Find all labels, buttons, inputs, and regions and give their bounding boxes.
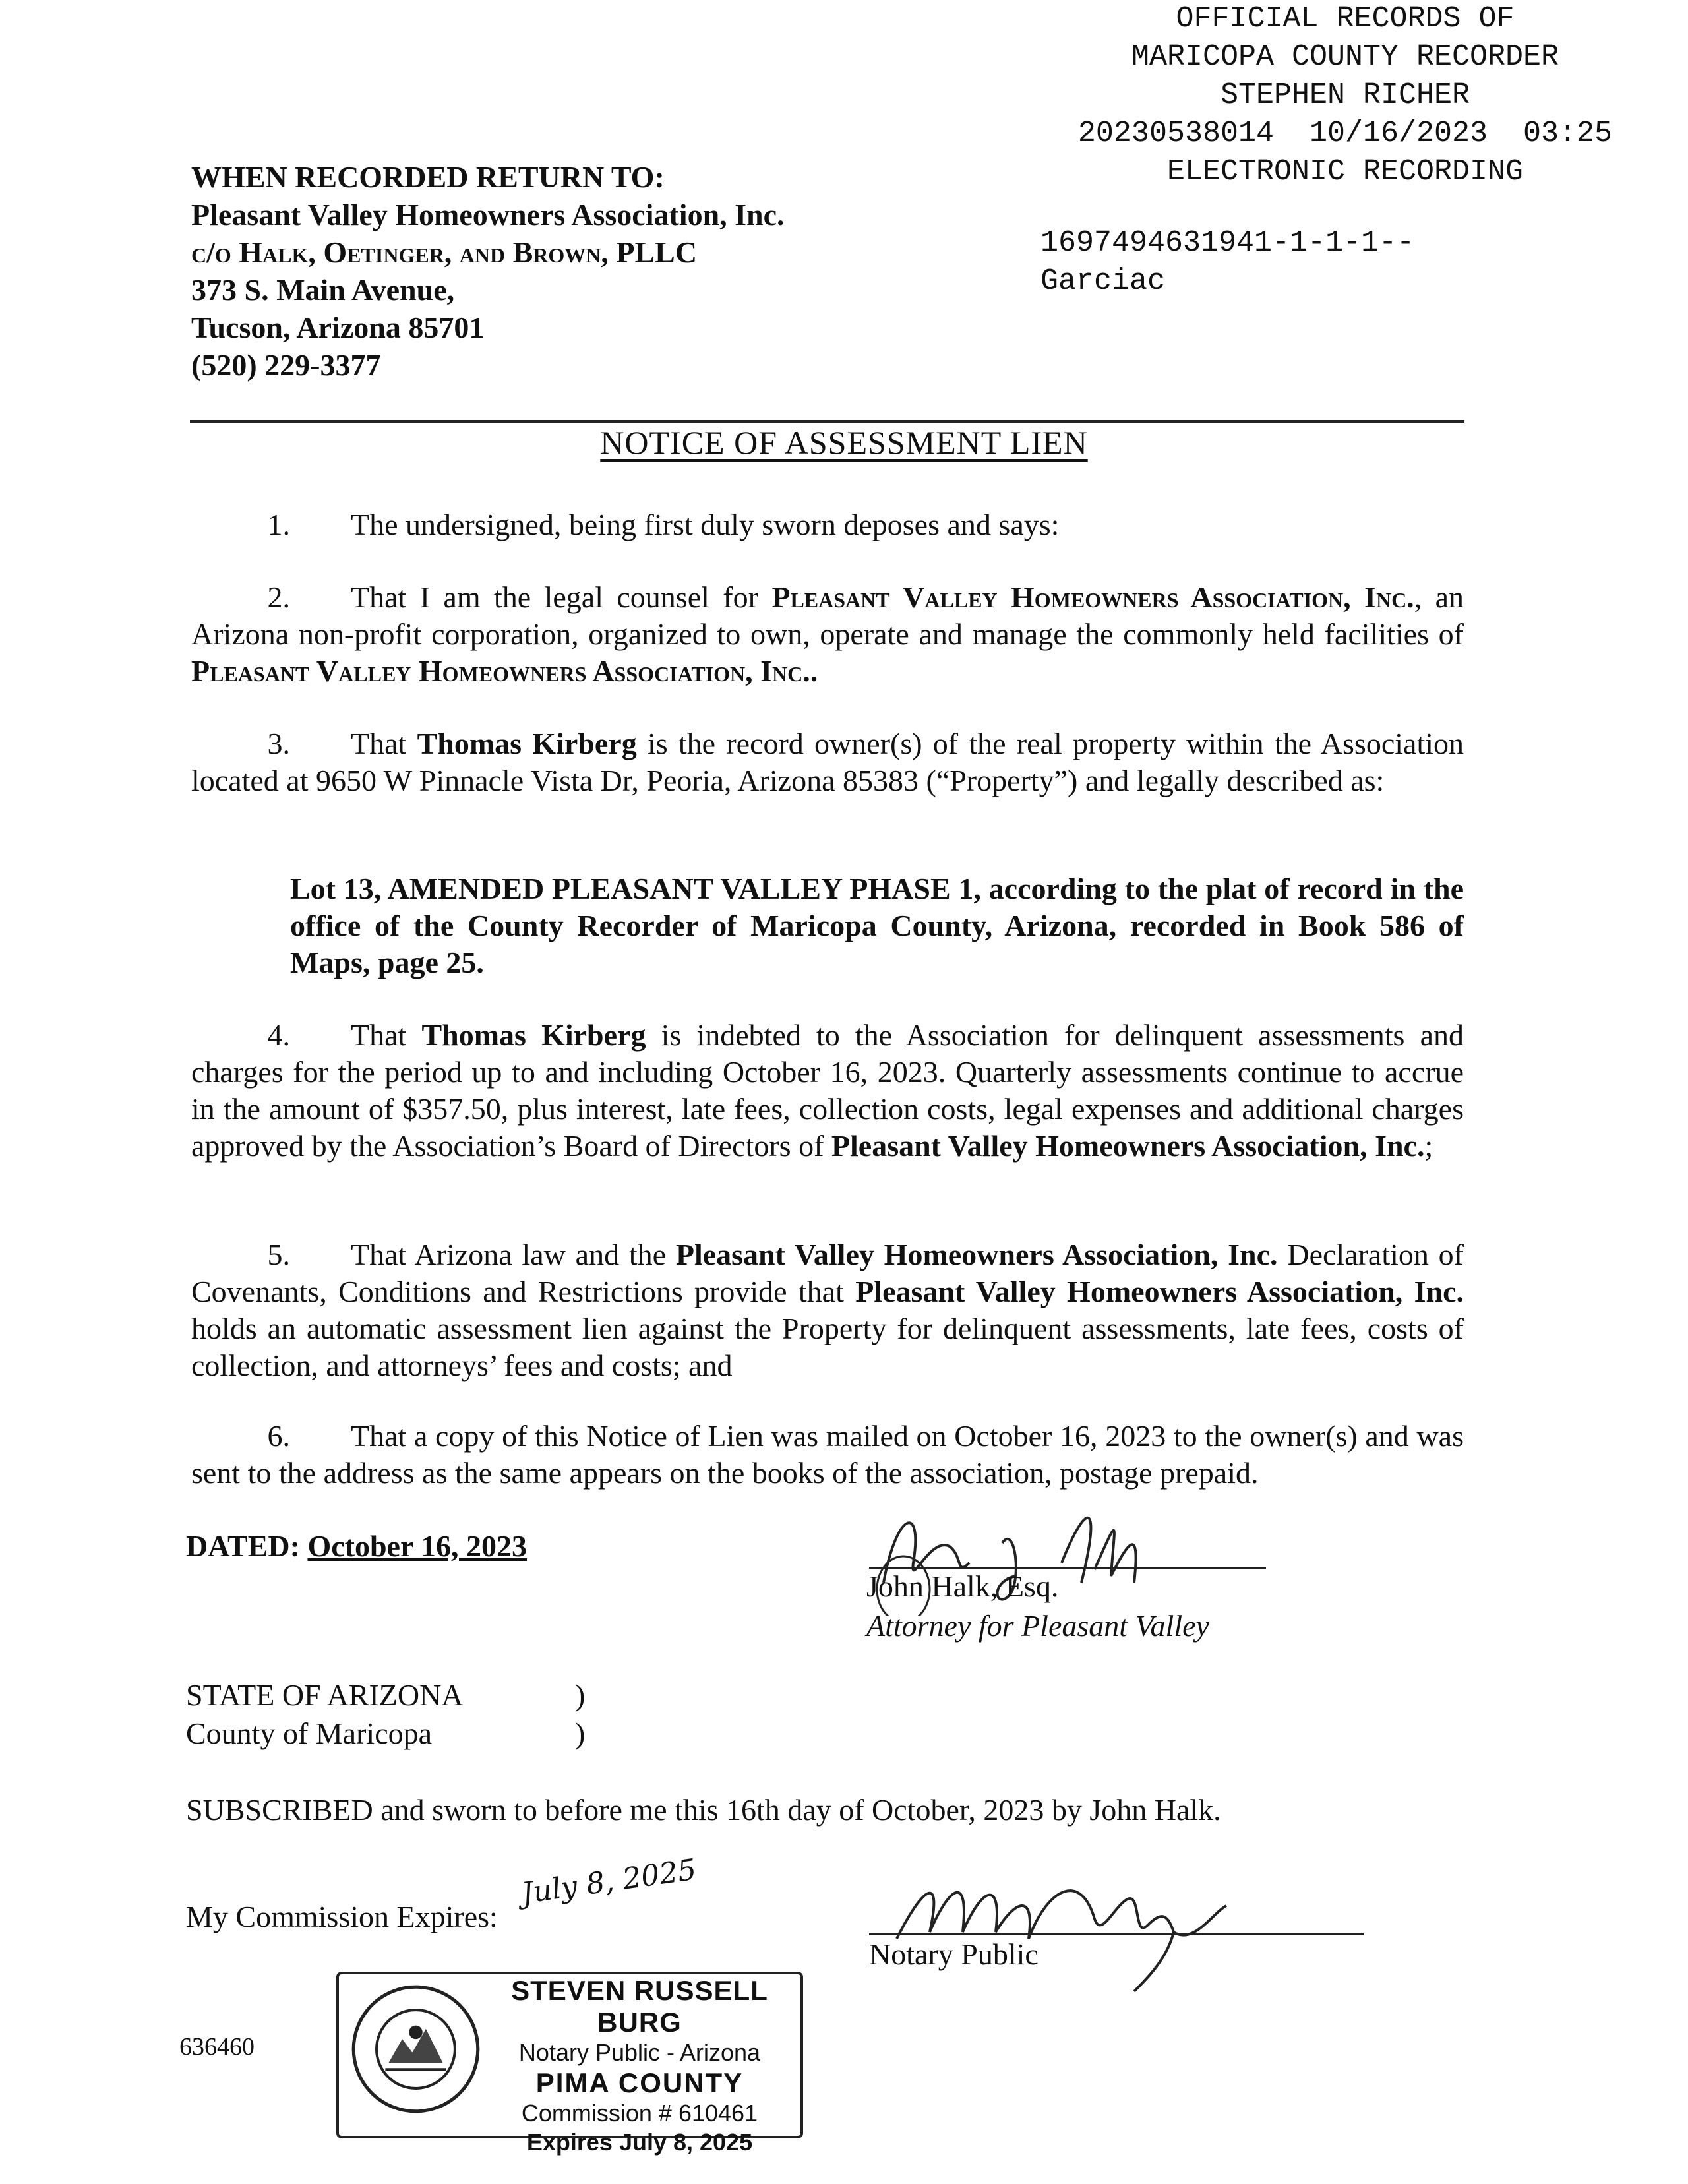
association-name: Pleasant Valley Homeowners Association, Inc. <box>831 1129 1425 1163</box>
venue-paren-1: ) <box>575 1678 586 1712</box>
return-address-block <box>191 158 785 384</box>
paragraph-number: 3. <box>267 727 290 760</box>
notary-commission-number: Commission # 610461 <box>521 2100 758 2127</box>
paragraph-6 <box>191 1418 1464 1492</box>
legal-description: Lot 13, AMENDED PLEASANT VALLEY PHASE 1, according to the plat of record in the office of the County Recorder of Maricopa County, Arizona, recorded in Book 586 of Maps, page 25. <box>290 872 1464 979</box>
paragraph-text: That Arizona law and the <box>351 1238 676 1271</box>
paragraph-5 <box>191 1236 1464 1384</box>
return-phone: (520) 229-3377 <box>191 348 381 382</box>
dated-line <box>186 1529 527 1563</box>
paragraph-2 <box>191 579 1464 690</box>
paragraph-text: Declaration of Covenants, Conditions and Restrictions provide that <box>191 1238 1464 1308</box>
notary-public-label: Notary Public <box>869 1937 1039 1971</box>
dated-date: October 16, 2023 <box>307 1529 528 1563</box>
venue-state: STATE OF ARIZONA <box>186 1678 464 1712</box>
paragraph-text: That <box>351 727 417 760</box>
venue-parens <box>575 1676 585 1753</box>
paragraph-number: 1. <box>267 508 290 541</box>
header-divider <box>190 420 1464 423</box>
return-heading: WHEN RECORDED RETURN TO: <box>191 160 665 194</box>
paragraph-number: 5. <box>267 1238 290 1271</box>
venue-paren-2: ) <box>575 1716 586 1750</box>
attorney-role: Attorney for Pleasant Valley <box>866 1609 1209 1643</box>
document-title: NOTICE OF ASSESSMENT LIEN <box>600 424 1088 461</box>
recorder-line-1: OFFICIAL RECORDS OF <box>1176 2 1515 36</box>
paragraph-text: is indebted to the Association for delinquent assessments and charges for the period up to and including October 16, 2023. Quarterly assessments continue to accrue in the amount of $357.50, plus interest, late fees, collection costs, legal expenses and additional charges approved by the Association’s Board of Directors of <box>191 1018 1464 1163</box>
paragraph-number: 6. <box>267 1419 290 1453</box>
paragraph-text: That <box>351 1018 422 1052</box>
paragraph-text: The undersigned, being first duly sworn deposes and says: <box>351 508 1060 541</box>
notary-county: PIMA COUNTY <box>535 2067 744 2098</box>
recording-number-date: 20230538014 10/16/2023 03:25 <box>1077 117 1613 150</box>
notary-seal-text <box>481 1975 798 2157</box>
dated-label: DATED: <box>186 1529 300 1563</box>
paragraph-text: , an Arizona non-profit corporation, organized to own, operate and manage the commonly held facilities of <box>191 580 1464 651</box>
recorder-line-2: MARICOPA COUNTY RECORDER <box>1131 40 1559 74</box>
paragraph-text: That I am the legal counsel for <box>351 580 772 614</box>
paragraph-text: is the record owner(s) of the real property within the Association located at 9650 W Pinnacle Vista Dr, Peoria, Arizona 85383 (“Property”) and legally described as: <box>191 727 1464 797</box>
notary-name: STEVEN RUSSELL BURG <box>511 1975 768 2038</box>
recording-type: ELECTRONIC RECORDING <box>1166 155 1524 189</box>
notary-expiration: Expires July 8, 2025 <box>526 2129 753 2156</box>
venue-county: County of Maricopa <box>186 1716 433 1750</box>
jurat-statement: SUBSCRIBED and sworn to before me this 16th day of October, 2023 by John Halk. <box>186 1793 1221 1827</box>
return-firm: c/o Halk, Oetinger, and Brown, PLLC <box>191 235 698 269</box>
commission-expires-label: My Commission Expires: <box>186 1900 498 1933</box>
recording-id-user: Garciac <box>1040 264 1166 298</box>
paragraph-4 <box>191 1017 1464 1165</box>
return-city: Tucson, Arizona 85701 <box>191 311 485 344</box>
paragraph-text: That a copy of this Notice of Lien was mailed on October 16, 2023 to the owner(s) and was sent to the address as the same appears on the books of the association, postage prepaid. <box>191 1419 1464 1490</box>
return-street: 373 S. Main Avenue, <box>191 273 455 307</box>
recorder-line-3: STEPHEN RICHER <box>1220 78 1470 112</box>
document-number: 636460 <box>179 2033 255 2061</box>
paragraph-1 <box>191 506 1464 543</box>
paragraph-number: 2. <box>267 580 290 614</box>
association-name: Pleasant Valley Homeowners Association, Inc. <box>771 580 1414 614</box>
association-name: Pleasant Valley Homeowners Association, Inc. <box>675 1238 1278 1271</box>
recording-id <box>1040 224 1414 301</box>
notary-signature-line <box>869 1933 1364 1935</box>
recorder-stamp <box>1029 0 1662 191</box>
venue-block <box>186 1676 464 1753</box>
paragraph-text: ; <box>1424 1129 1433 1163</box>
paragraph-3 <box>191 725 1464 799</box>
owner-name: Thomas Kirberg <box>417 727 637 760</box>
owner-name: Thomas Kirberg <box>421 1018 646 1052</box>
recording-id-number: 1697494631941-1-1-1-- <box>1040 226 1415 260</box>
return-org: Pleasant Valley Homeowners Association, Inc. <box>191 198 785 231</box>
attorney-name: John Halk, Esq. <box>866 1569 1059 1603</box>
attorney-block <box>866 1567 1209 1646</box>
arizona-seal-emblem-icon <box>348 1982 483 2117</box>
commission-handwritten-date: July 8, 2025 <box>519 1852 699 1911</box>
association-name: Pleasant Valley Homeowners Association, Inc. <box>855 1275 1464 1308</box>
notary-title: Notary Public - Arizona <box>518 2039 761 2066</box>
notary-signature <box>884 1846 1253 1998</box>
paragraph-number: 4. <box>267 1018 290 1052</box>
association-name: Pleasant Valley Homeowners Association, Inc.. <box>191 654 818 688</box>
paragraph-text: holds an automatic assessment lien against the Property for delinquent assessments, late fees, costs of collection, and attorneys’ fees and costs; and <box>191 1312 1464 1382</box>
